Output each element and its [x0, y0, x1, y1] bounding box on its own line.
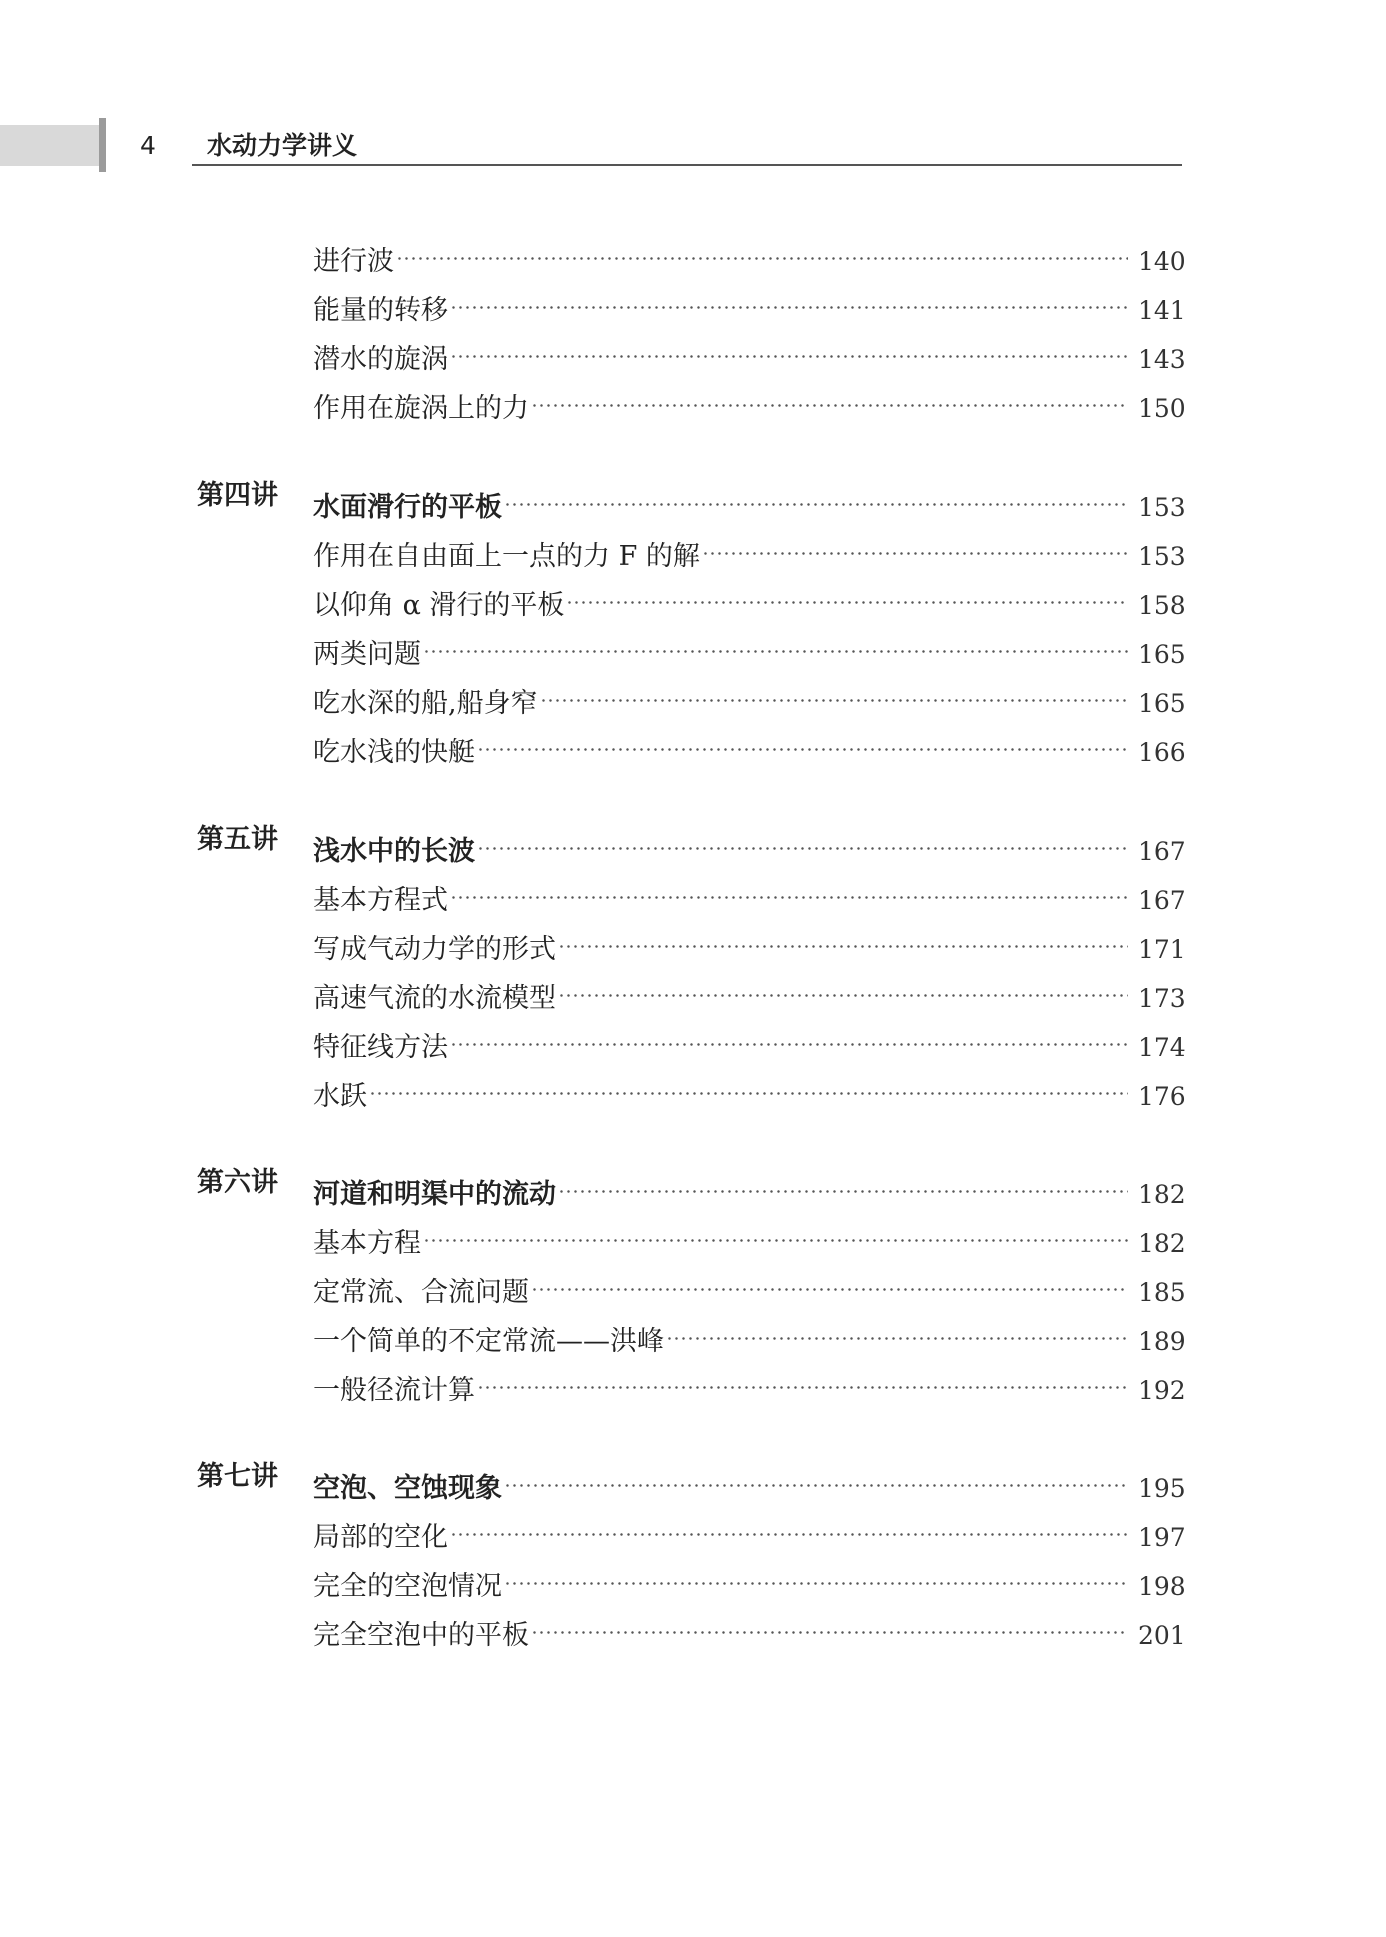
toc-lecture-label: 第五讲	[197, 824, 278, 855]
toc-entry-page-number: 195	[1138, 1474, 1186, 1503]
toc-entry-title: 以仰角 α 滑行的平板	[313, 590, 565, 621]
toc-section-row	[0, 377, 1386, 424]
toc-entry-title: 河道和明渠中的流动	[313, 1179, 556, 1210]
toc-section-row	[0, 574, 1386, 621]
toc-entry-page-number: 150	[1138, 394, 1186, 423]
dot-leader	[504, 1457, 1128, 1497]
dot-leader	[423, 1212, 1128, 1252]
toc-entry-page-number: 189	[1138, 1327, 1186, 1356]
toc-entry-page-number: 185	[1138, 1278, 1186, 1307]
toc-entry-title: 完全的空泡情况	[313, 1571, 502, 1602]
toc-section-row	[0, 869, 1386, 916]
dot-leader	[702, 525, 1128, 565]
toc-entry-title: 水面滑行的平板	[313, 492, 502, 523]
toc-entry-title: 一个简单的不定常流——洪峰	[313, 1326, 664, 1357]
dot-leader	[369, 1065, 1128, 1105]
toc-entry-title: 定常流、合流问题	[313, 1277, 529, 1308]
toc-section-row	[0, 525, 1386, 572]
toc-entry-page-number: 176	[1138, 1082, 1186, 1111]
toc-entry-title: 水跃	[313, 1081, 367, 1112]
dot-leader	[450, 1506, 1128, 1546]
toc-entry	[313, 1163, 1186, 1215]
toc-section-row	[0, 1604, 1386, 1651]
toc-entry-page-number: 192	[1138, 1376, 1186, 1405]
toc-entry	[313, 1310, 1186, 1362]
toc-entry-title: 作用在自由面上一点的力 F 的解	[313, 541, 700, 572]
toc-entry	[313, 1506, 1186, 1558]
toc-entry-page-number: 143	[1138, 345, 1186, 374]
toc-entry-page-number: 167	[1138, 837, 1186, 866]
toc-entry-page-number: 174	[1138, 1033, 1186, 1062]
dot-leader	[450, 869, 1128, 909]
toc-section-row	[0, 230, 1386, 277]
toc-entry	[313, 476, 1186, 528]
toc-entry-page-number: 167	[1138, 886, 1186, 915]
toc-entry-title: 作用在旋涡上的力	[313, 393, 529, 424]
dot-leader	[558, 1163, 1128, 1203]
dot-leader	[540, 672, 1128, 712]
dot-leader	[477, 820, 1128, 860]
toc-entry-page-number: 173	[1138, 984, 1186, 1013]
dot-leader	[531, 1604, 1128, 1644]
toc-entry-page-number: 153	[1138, 493, 1186, 522]
toc-entry-page-number: 153	[1138, 542, 1186, 571]
toc-entry	[313, 230, 1186, 282]
dot-leader	[450, 279, 1128, 319]
toc-entry-title: 吃水浅的快艇	[313, 737, 475, 768]
toc-section-row	[0, 1506, 1386, 1553]
toc-section-row	[0, 1310, 1386, 1357]
dot-leader	[531, 377, 1128, 417]
toc-entry-title: 两类问题	[313, 639, 421, 670]
header-divider	[192, 164, 1182, 166]
toc-entry	[313, 672, 1186, 724]
toc-entry-title: 一般径流计算	[313, 1375, 475, 1406]
toc-entry-title: 空泡、空蚀现象	[313, 1473, 502, 1504]
toc-entry	[313, 1359, 1186, 1411]
toc-entry-title: 吃水深的船,船身窄	[313, 688, 538, 719]
toc-chapter-row	[0, 1163, 1386, 1210]
toc-entry-title: 潜水的旋涡	[313, 344, 448, 375]
toc-entry-page-number: 182	[1138, 1180, 1186, 1209]
toc-lecture-label: 第四讲	[197, 480, 278, 511]
toc-chapter-row	[0, 1457, 1386, 1504]
toc-section-row	[0, 1212, 1386, 1259]
toc-entry	[313, 721, 1186, 773]
toc-entry	[313, 1261, 1186, 1313]
toc-entry-page-number: 140	[1138, 247, 1186, 276]
toc-entry	[313, 1212, 1186, 1264]
toc-entry-page-number: 182	[1138, 1229, 1186, 1258]
toc-entry-page-number: 201	[1138, 1621, 1186, 1650]
toc-entry-title: 基本方程式	[313, 885, 448, 916]
toc-entry-title: 完全空泡中的平板	[313, 1620, 529, 1651]
toc-section-row	[0, 672, 1386, 719]
toc-entry	[313, 574, 1186, 626]
toc-entry-title: 高速气流的水流模型	[313, 983, 556, 1014]
toc-entry-page-number: 165	[1138, 640, 1186, 669]
toc-entry	[313, 1555, 1186, 1607]
toc-section-row	[0, 1065, 1386, 1112]
dot-leader	[477, 1359, 1128, 1399]
toc-entry-title: 能量的转移	[313, 295, 448, 326]
dot-leader	[423, 623, 1128, 663]
dot-leader	[450, 1016, 1128, 1056]
toc-entry	[313, 623, 1186, 675]
toc-entry-page-number: 166	[1138, 738, 1186, 767]
toc-section-row	[0, 1555, 1386, 1602]
header-accent-bar	[99, 118, 106, 172]
toc-entry-page-number: 171	[1138, 935, 1186, 964]
toc-chapter-row	[0, 820, 1386, 867]
toc-entry	[313, 1016, 1186, 1068]
toc-entry	[313, 1065, 1186, 1117]
toc-section-row	[0, 967, 1386, 1014]
toc-section-row	[0, 328, 1386, 375]
toc-entry-page-number: 141	[1138, 296, 1186, 325]
dot-leader	[666, 1310, 1128, 1350]
toc-entry-title: 局部的空化	[313, 1522, 448, 1553]
toc-section-row	[0, 918, 1386, 965]
toc-entry-page-number: 158	[1138, 591, 1186, 620]
toc-entry	[313, 328, 1186, 380]
toc-entry	[313, 820, 1186, 872]
page-number: 4	[140, 131, 156, 160]
dot-leader	[450, 328, 1128, 368]
toc-entry	[313, 525, 1186, 577]
toc-entry	[313, 869, 1186, 921]
header-band	[0, 125, 99, 166]
toc-entry	[313, 1604, 1186, 1656]
toc-section-row	[0, 1359, 1386, 1406]
toc-section-row	[0, 1261, 1386, 1308]
dot-leader	[558, 967, 1128, 1007]
dot-leader	[566, 574, 1128, 614]
toc-entry-title: 写成气动力学的形式	[313, 934, 556, 965]
toc-entry	[313, 377, 1186, 429]
toc-section-row	[0, 623, 1386, 670]
toc-lecture-label: 第七讲	[197, 1461, 278, 1492]
toc-section-row	[0, 1016, 1386, 1063]
toc-entry-title: 特征线方法	[313, 1032, 448, 1063]
toc-entry-page-number: 197	[1138, 1523, 1186, 1552]
book-title: 水动力学讲义	[207, 131, 358, 160]
dot-leader	[477, 721, 1128, 761]
dot-leader	[558, 918, 1128, 958]
toc-entry-title: 基本方程	[313, 1228, 421, 1259]
toc-lecture-label: 第六讲	[197, 1167, 278, 1198]
toc-section-row	[0, 279, 1386, 326]
toc-entry-title: 进行波	[313, 246, 394, 277]
toc-entry	[313, 918, 1186, 970]
toc-entry-page-number: 165	[1138, 689, 1186, 718]
toc-entry	[313, 279, 1186, 331]
toc-entry-title: 浅水中的长波	[313, 836, 475, 867]
toc-entry	[313, 967, 1186, 1019]
dot-leader	[531, 1261, 1128, 1301]
toc-chapter-row	[0, 476, 1386, 523]
dot-leader	[504, 476, 1128, 516]
toc-entry	[313, 1457, 1186, 1509]
dot-leader	[396, 230, 1128, 270]
toc-section-row	[0, 721, 1386, 768]
dot-leader	[504, 1555, 1128, 1595]
toc-entry-page-number: 198	[1138, 1572, 1186, 1601]
